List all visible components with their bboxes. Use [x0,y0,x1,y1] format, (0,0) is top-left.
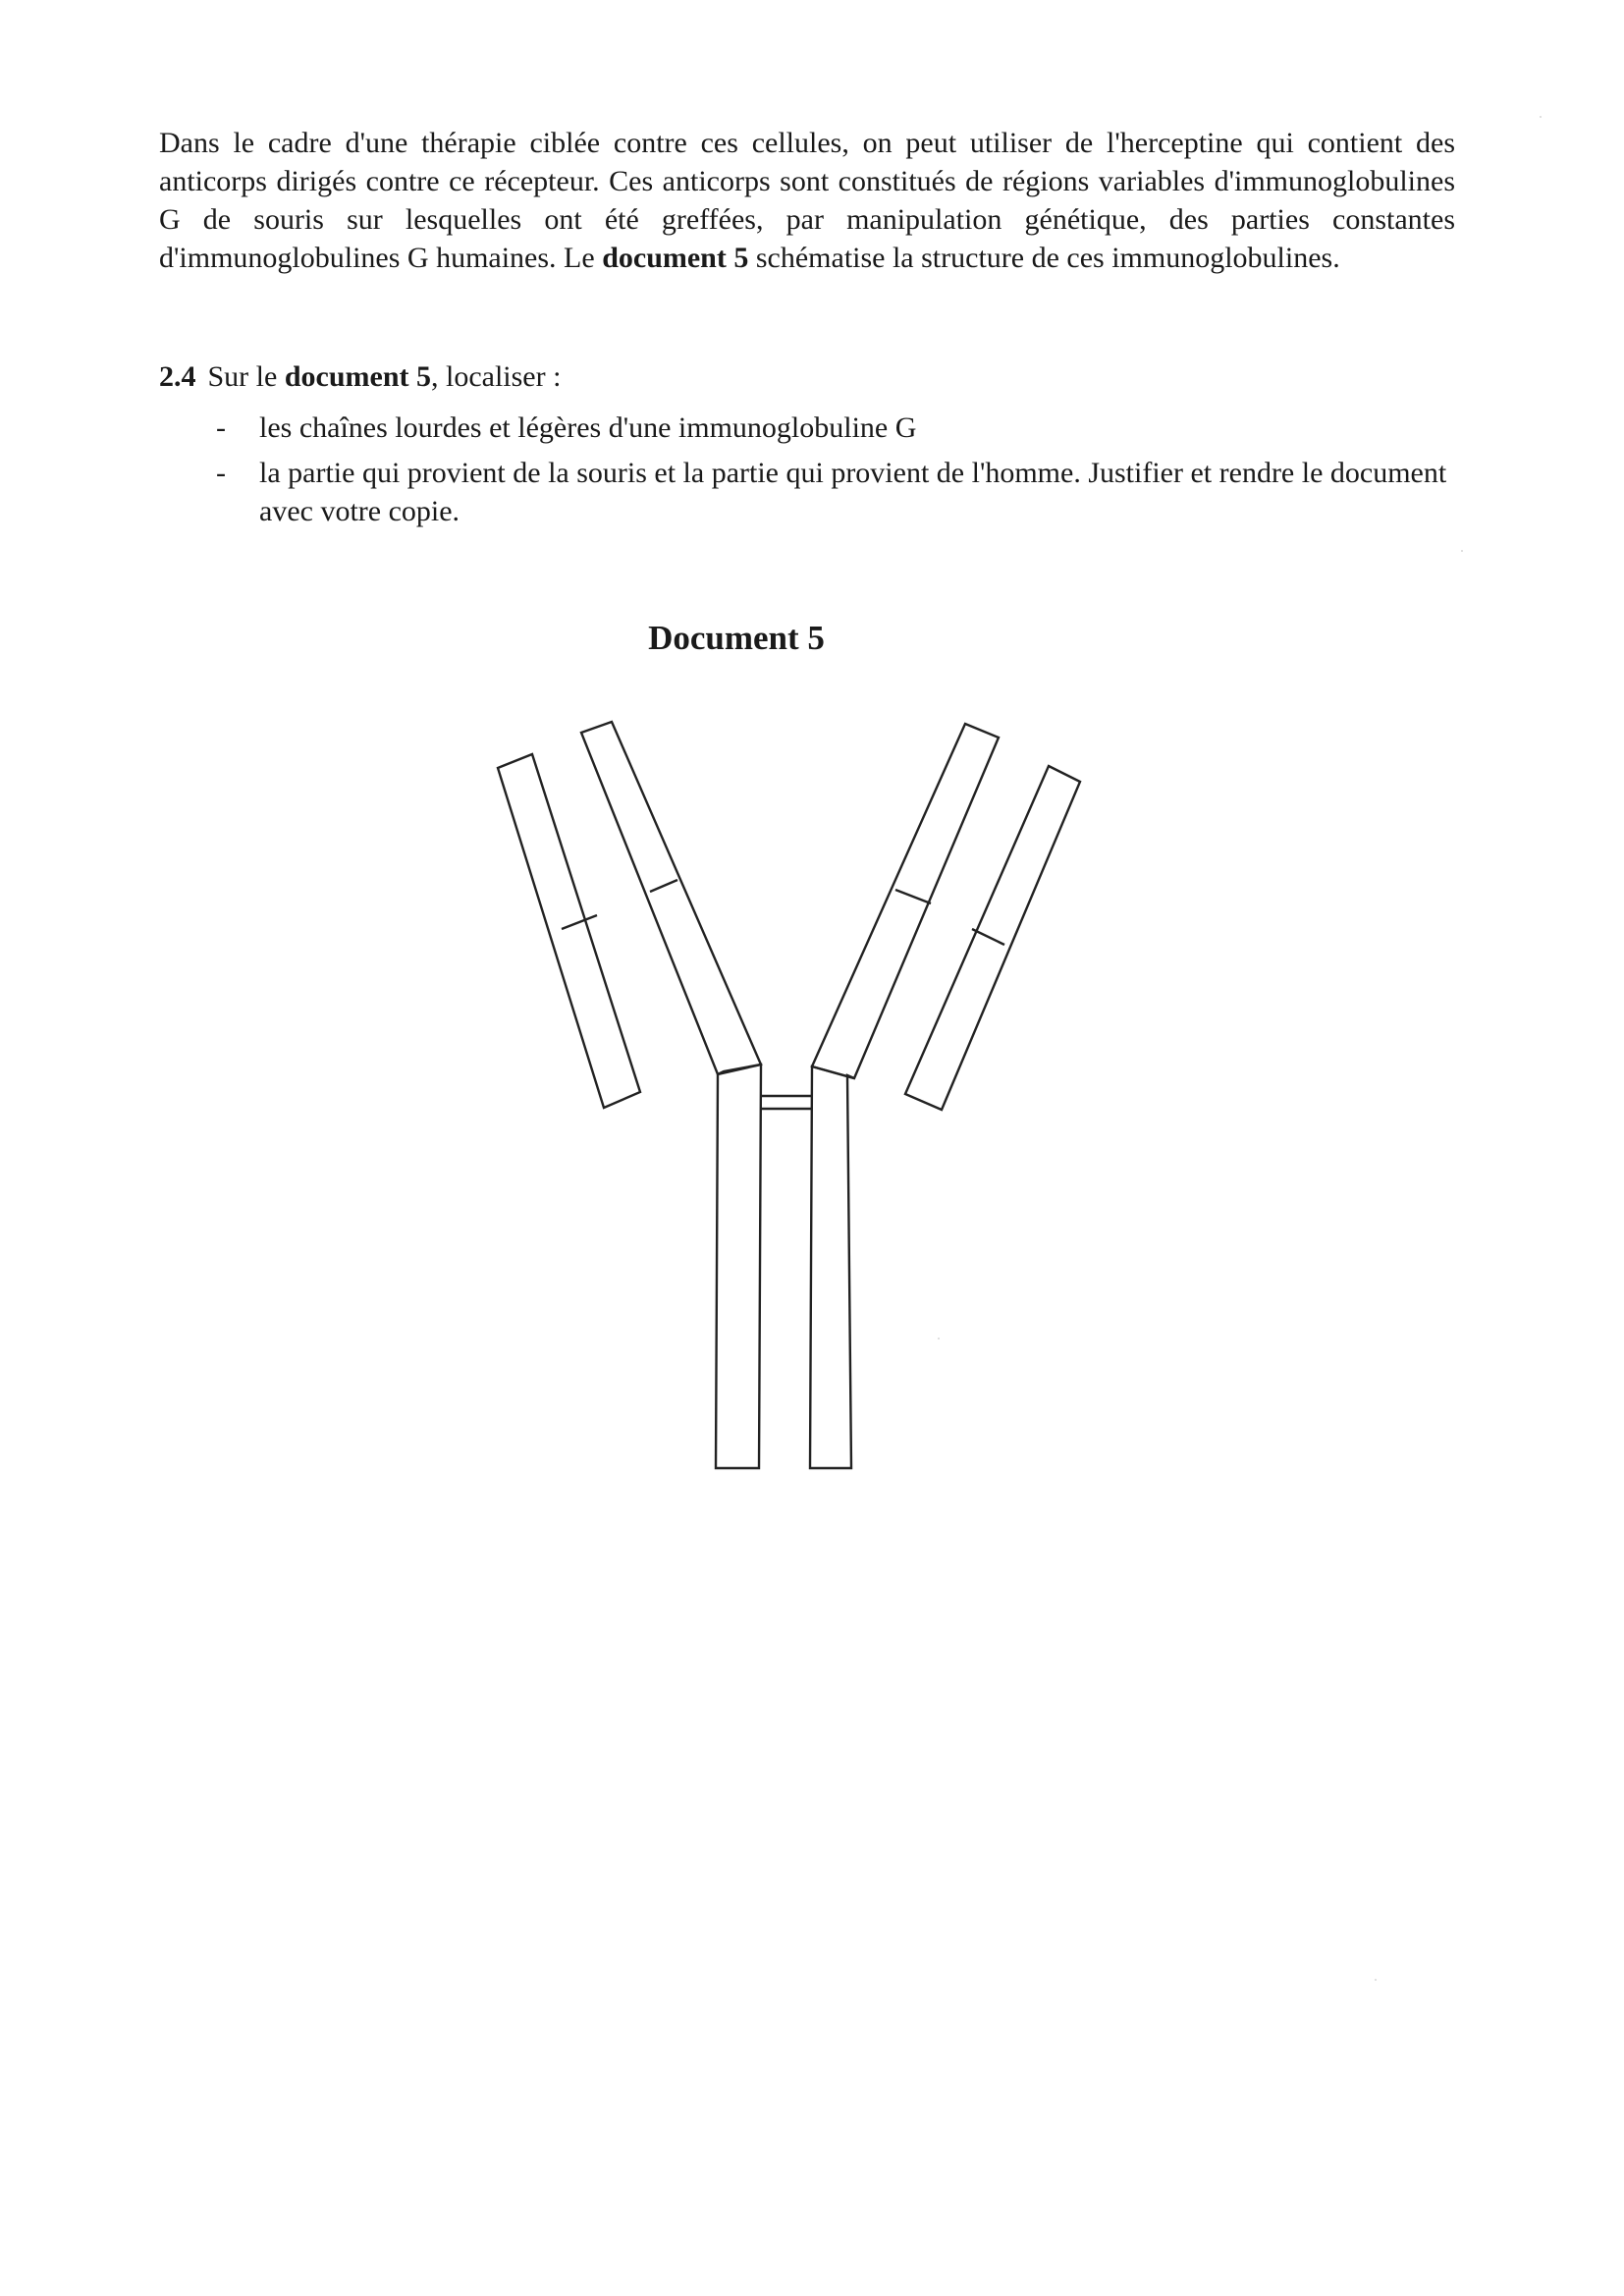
left-heavy-chain-stem [716,1065,761,1468]
list-item-text: la partie qui provient de la souris et la partie qui provient de l'homme. Justifier et rendre le document avec votre copie. [259,457,1447,527]
intro-text-1: Dans le cadre d'une thérapie ciblée contre ces cellules, on peut utiliser de l'herceptine qui contient des anticorps dirigés contre ce récepteur. Ces anticorps sont constitués de régions variables d'immunoglobulines G de souris sur lesquelles ont été greffées, par manipulation génétique, des parties constantes d'immunoglobulines G humaines. Le [159,127,1455,274]
bullet-dash: - [216,411,226,444]
left-heavy-chain-arm [581,722,761,1074]
right-heavy-chain-arm [812,724,999,1078]
right-heavy-chain-divider [895,890,931,903]
left-heavy-chain-divider [650,880,677,892]
left-light-chain [498,754,640,1108]
question-number: 2.4 [159,360,196,393]
intro-doc-reference: document 5 [602,242,749,274]
antibody-diagram [471,707,1100,1493]
left-light-chain-divider [562,915,597,929]
question-suffix: , localiser : [431,360,562,393]
document-title: Document 5 [648,619,825,657]
question-prefix: Sur le [207,360,285,393]
right-heavy-chain-stem [810,1066,854,1468]
scan-speck [1375,1979,1377,1981]
intro-text-2: schématise la structure de ces immunoglobulines. [748,242,1340,274]
scan-speck [1540,116,1542,118]
list-item-text: les chaînes lourdes et légères d'une immunoglobuline G [259,411,917,444]
bullet-dash: - [216,457,226,489]
list-item [216,454,1455,530]
question-doc-reference: document 5 [284,360,431,393]
scan-speck [1461,550,1463,552]
intro-paragraph [159,124,1455,277]
list-item [216,409,1455,447]
question-line [159,357,1455,396]
right-light-chain-divider [972,929,1004,945]
question-bullet-list [216,409,1455,537]
